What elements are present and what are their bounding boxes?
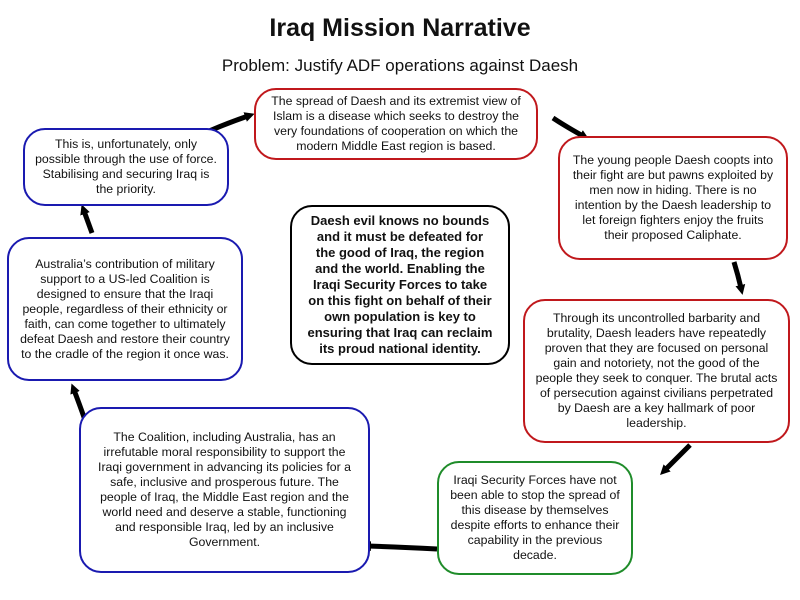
- box-top-text: The spread of Daesh and its extremist view of Islam is a disease which seeks to destroy the very foundations of cooperation on which the modern Middle East region is based.: [271, 94, 521, 153]
- box-right-upper-text: The young people Daesh coopts into their fight are but pawns exploited by men now in hiding. There is no intention by the Daesh leadership to let foreign fighters enjoy the fruits their proposed Caliphate.: [572, 153, 774, 242]
- box-bottom-right-text: Iraqi Security Forces have not been able to stop the spread of this disease by themselves despite efforts to enhance their capability in the previous decade.: [450, 473, 620, 562]
- box-bottom-right: [437, 461, 633, 575]
- arrow-bottom-right-to-bottom-left: [368, 546, 437, 549]
- box-center: [290, 205, 510, 365]
- box-right-upper: [558, 136, 788, 260]
- arrow-left-middle-to-left-upper: [84, 211, 92, 233]
- box-bottom-left-text: The Coalition, including Australia, has an irrefutable moral responsibility to support the Iraqi government in advancing its policies for a safe, inclusive and prosperous future. The people of Iraq, the Middle East region and the world need and deserve a stable, functioning and responsible Iraq, led by an inclusive Government.: [98, 430, 351, 549]
- box-center-text: Daesh evil knows no bounds and it must be defeated for the good of Iraq, the region and the world. Enabling the Iraqi Security Forces to take on this fight on behalf of their own population is key to ensuring that Iraq can reclaim its proud national identity.: [307, 213, 493, 356]
- arrow-top-to-right-upper: [553, 118, 583, 136]
- box-left-middle: [7, 237, 243, 381]
- box-right-lower-text: Through its uncontrolled barbarity and brutality, Daesh leaders have repeatedly proven that they are focused on personal gain and notoriety, not the good of the people they seek to conquer. The brutal acts of persecution against civilians perpetrated by Daesh are a key hallmark of poor leadership.: [535, 311, 778, 430]
- arrow-right-upper-to-right-lower: [734, 262, 741, 288]
- box-left-upper-text: This is, unfortunately, only possible through the use of force. Stabilising and securing Iraq is the priority.: [35, 137, 217, 196]
- box-bottom-left: [79, 407, 370, 573]
- box-right-lower: [523, 299, 790, 443]
- arrow-right-lower-to-bottom-right: [665, 445, 690, 470]
- box-left-middle-text: Australia’s contribution of military support to a US-led Coalition is designed to ensure that the Iraqi people, regardless of their ethnicity or faith, can come together to ultimately defeat Daesh and restore their country to the cradle of the region it once was.: [20, 256, 230, 361]
- box-left-upper: [23, 128, 229, 206]
- diagram-subtitle: Problem: Justify ADF operations against Daesh: [221, 56, 579, 75]
- diagram-title: Iraq Mission Narrative: [269, 14, 531, 42]
- box-top: [254, 88, 538, 160]
